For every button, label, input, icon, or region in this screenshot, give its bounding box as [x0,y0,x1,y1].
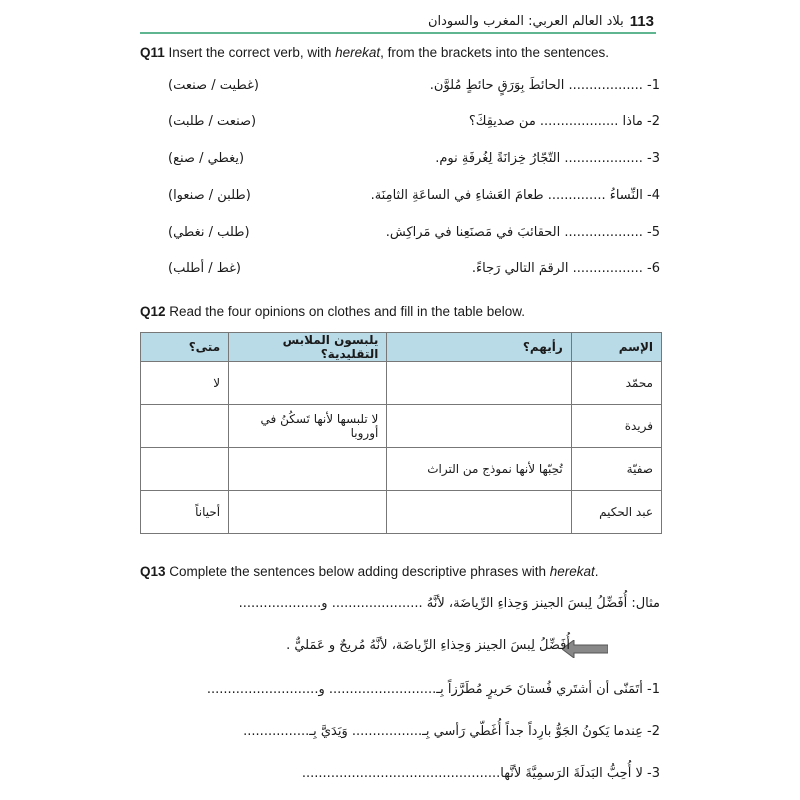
table-cell [387,362,571,405]
q11-item [140,114,660,136]
header-opinion: رأيهم؟ [387,333,571,362]
table-cell: عبد الحكيم [571,491,661,534]
q13-item [140,766,660,790]
q13-instruction: Q13 Complete the sentences below adding descriptive phrases with herekat. [140,564,599,579]
page-number: 113 [629,12,654,30]
q11-sentence: 3- ................... التّجّارُ خِزانَةً لِغُرفَةِ نوم. [435,151,660,166]
header-name: الإسم [571,333,661,362]
table-cell [229,448,387,491]
table-row [141,491,662,534]
table-cell: أحياناً [141,491,229,534]
q11-sentence: 1- .................. الحائطَ بِوَرَقٍ حائطٍ مُلوَّن. [429,78,660,93]
page-header [140,10,656,34]
table-cell: فريدة [571,405,661,448]
q13-sentence: 2- عِندما يَكونُ الجَوُّ بارِداً جداً أُغَطّي رَأسي بِـ................. وَيَدَيَّ بِـ................ [243,724,660,739]
q11-options: (يغطي / صنع) [168,151,245,166]
q11-sentence: 5- ................... الحقائبَ في مَصنَعِنا في مَراكِش. [385,225,660,240]
q11-options: (غط / أطلب) [168,261,241,276]
q11-item [140,151,660,173]
table-row [141,405,662,448]
table-header-row [141,333,662,362]
q12-number: Q12 [140,304,166,319]
q13-sentence: 3- لا أُحِبُّ البَدلَةَ الرَسمِيَّةَ لأنَّها................................................ [301,766,660,781]
chapter-title: بلاد العالم العربي: المغرب والسودان [427,13,624,29]
q13-item [140,682,660,706]
q13-example [140,596,660,620]
q13-example-sentence: مثال: أُفَضِّلُ لِبسَ الجينز وَحِذاءِ الرِّياضَة، لأنَّهُ ...................... و.................... [238,596,660,611]
table-cell: محمّد [571,362,661,405]
table-cell: لا تلبسها لأنها تَسكُنُ في أوروبا [229,405,387,448]
table-cell [229,362,387,405]
q13-example-answer [140,638,660,662]
opinions-table [140,332,662,534]
q11-sentence: 6- ................. الرقمَ التالي رَجاءً. [471,261,660,276]
table-cell [387,405,571,448]
q11-options: (طلبن / صنعوا) [168,188,251,203]
q12-instruction: Q12 Read the four opinions on clothes and fill in the table below. [140,304,526,319]
q13-number: Q13 [140,564,166,579]
q11-item [140,188,660,210]
q11-item [140,78,660,100]
table-row [141,362,662,405]
table-cell [141,405,229,448]
q11-item [140,261,660,283]
q11-number: Q11 [140,45,165,60]
q11-sentence: 2- ماذا ................... من صديقِكَ؟ [468,114,660,129]
table-cell: صفيّة [571,448,661,491]
table-cell [229,491,387,534]
q11-options: (غطيت / صنعت) [168,78,259,93]
q13-item [140,724,660,748]
table-cell: تُحِبّها لأنها نموذج من التراث [387,448,571,491]
table-row [141,448,662,491]
table-cell [387,491,571,534]
q11-options: (طلب / نغطي) [168,225,250,240]
q13-example-answer-sentence: أُفَضِّلُ لِبسَ الجينز وَحِذاءِ الرِّياضَة، لأنَّهُ مُريحٌ و عَمَليٌّ . [286,638,570,653]
header-wear-traditional: يلبسون الملابس التقليدية؟ [229,333,387,362]
table-cell [141,448,229,491]
q13-sentence: 1- أتَمَنّى أن أشتَري فُستانَ حَريرٍ مُطَرَّزاً بِـ.......................... و........................... [206,682,660,697]
q11-sentence: 4- النِّساءُ .............. طعامَ العَشاءِ في الساعَةِ الثامِنَة. [370,188,660,203]
q11-instruction: Q11 Insert the correct verb, with herekat, from the brackets into the sentences. [140,45,609,60]
q11-options: (صنعت / طلبت) [168,114,257,129]
table-cell: لا [141,362,229,405]
header-when: متى؟ [141,333,229,362]
q11-item [140,225,660,247]
